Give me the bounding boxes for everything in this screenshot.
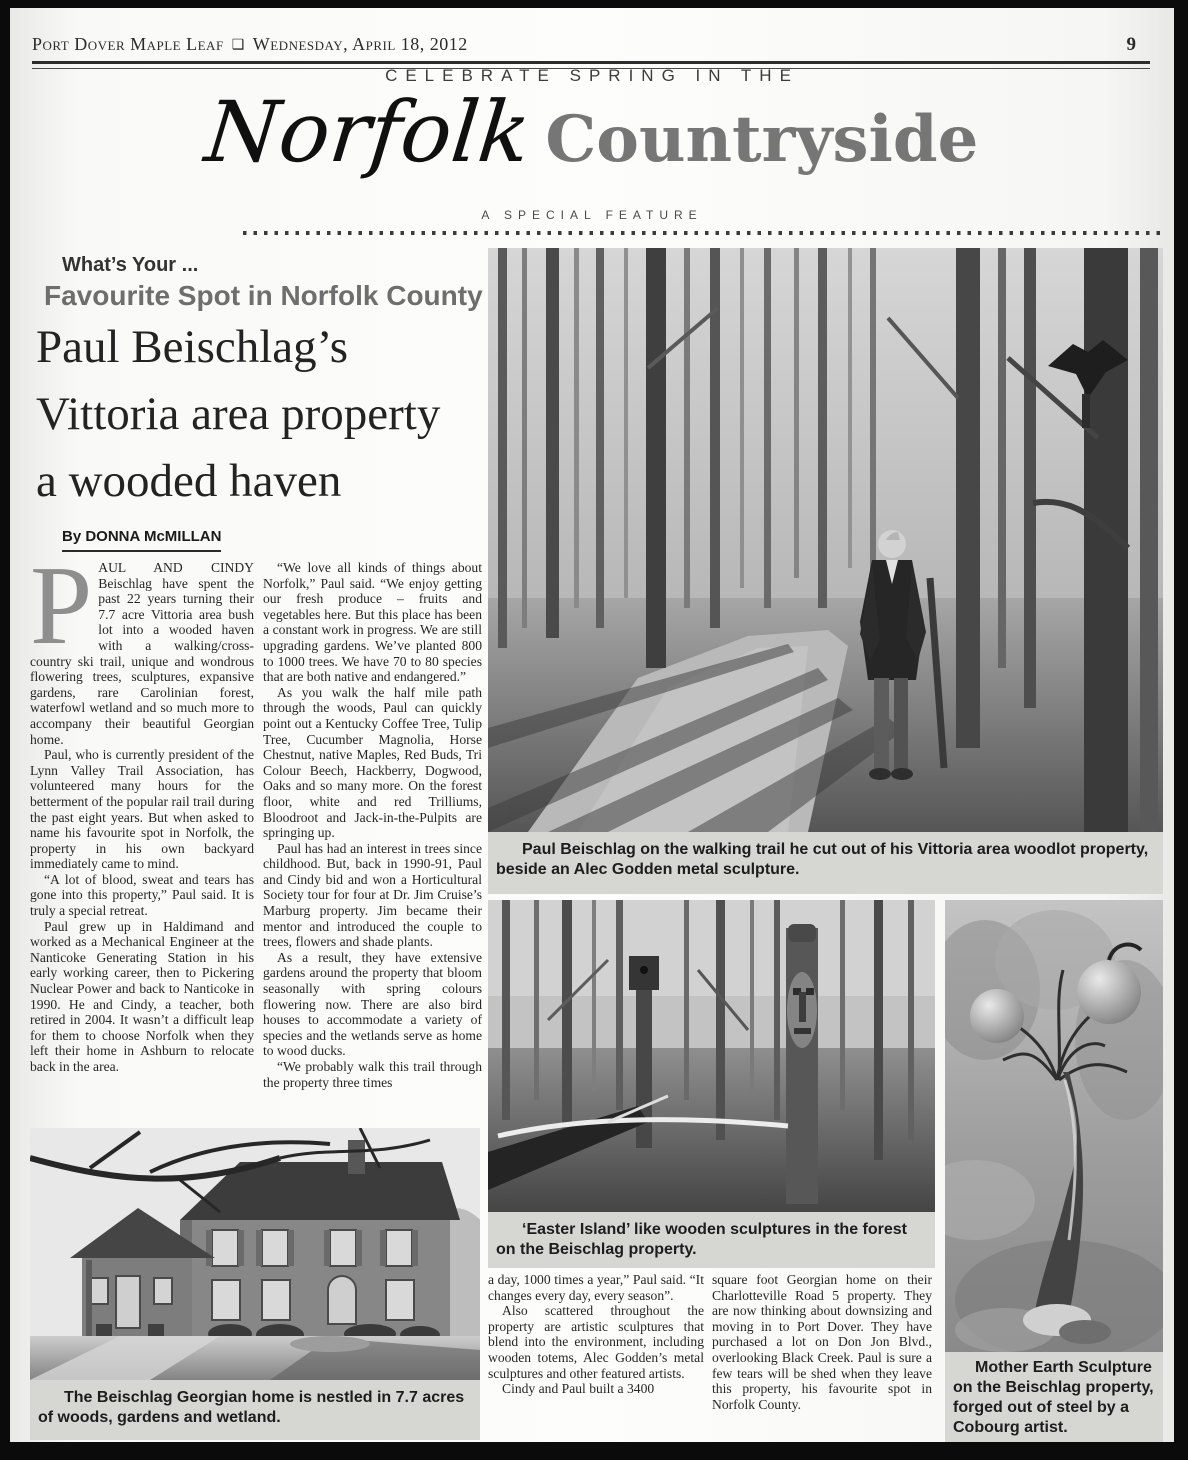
- photo-walking-trail: [488, 248, 1163, 832]
- paragraph: Paul, who is currently president of the Lynn Valley Trail Association, has volunteered many hours for the betterment of the popular rail trail during the past eight years. But when asked to name his favourite spot in Norfolk, the property in his own backyard immediately came to mind.: [30, 747, 254, 872]
- paragraph: As you walk the half mile path through the woods, Paul can quickly point out a Kentucky Coffee Tree, Tulip Tree, Cucumber Magnolia, Horse Chestnut, native Maples, Red Buds, Tri Colour Beech, Hackberry, Dogwood, Oaks and so many more. On the forest floor, white and red Trilliums, Bloodroot and Jack-in-the-Pulpits are springing up.: [263, 684, 482, 841]
- paragraph: “A lot of blood, sweat and tears has gone into this property,” Paul said. It is truly a special retreat.: [30, 871, 254, 919]
- dotted-divider: [243, 231, 1165, 235]
- banner-title: [10, 82, 1174, 210]
- caption-mother-earth: Mother Earth Sculpture on the Beischlag property, forged out of steel by a Cobourg artist.: [945, 1352, 1163, 1442]
- paragraph: Paul has had an interest in trees since childhood. But, back in 1990-91, Paul and Cindy bid and won a Horticultural Society tour for four at Dr. Jim Cruise’s Marburg property. Jim became their mentor and introduced the couple to trees, flowers and shade plants.: [263, 840, 482, 950]
- banner-subtitle: A SPECIAL FEATURE: [481, 208, 703, 222]
- masthead-date: Wednesday, April 18, 2012: [252, 34, 468, 54]
- body-column-2: [263, 560, 482, 1090]
- paragraph: “We probably walk this trail through the property three times: [263, 1059, 482, 1090]
- banner-title-script: Norfolk: [200, 83, 535, 181]
- headline-line: Paul Beischlag’s: [36, 321, 348, 373]
- masthead-left: [32, 34, 468, 55]
- page-number: 9: [1126, 34, 1136, 55]
- headline-line: Vittoria area property: [36, 388, 441, 440]
- paragraph: Also scattered throughout the property are artistic sculptures that blend into the environment, including wooden totems, Alec Godden’s metal sculptures and other featured artists.: [488, 1303, 704, 1381]
- paragraph: “We love all kinds of things about Norfolk,” Paul said. “We enjoy getting our fresh produce – fruits and vegetables here. But this place has been a constant work in progress. We are still upgrading gardens. We’ve planted 800 to 1000 trees. We have 70 to 80 species that are both native and endangered.”: [263, 560, 482, 685]
- article-headline: [36, 314, 496, 515]
- banner-title-main: Countryside: [545, 102, 979, 177]
- paragraph: a day, 1000 times a year,” Paul said. “It changes every day, every season”.: [488, 1272, 704, 1303]
- article-subhead: Favourite Spot in Norfolk County: [44, 280, 483, 311]
- banner-overline: CELEBRATE SPRING IN THE: [385, 66, 799, 85]
- paper-sheet: [10, 8, 1174, 1442]
- photo-wooden-sculptures: [488, 900, 935, 1212]
- paragraph: Cindy and Paul built a 3400: [502, 1381, 655, 1397]
- body-column-1: [30, 544, 254, 1075]
- masthead: [32, 34, 1150, 58]
- paragraph: Paul grew up in Haldimand and worked as a Mechanical Engineer at the Nanticoke Generating Station in his early working career, then to Pickering Nuclear Power and back to Nanticoke in 1990. He and Cindy, a teacher, both retired in 2004. It wasn’t a difficult leap for them to choose Norfolk when they left their home in Ashburn to relocate back in the area.: [30, 918, 254, 1074]
- photo-mother-earth-sculpture: [945, 900, 1163, 1352]
- caption-wooden-sculptures: ‘Easter Island’ like wooden sculptures in the forest on the Beischlag property.: [488, 1212, 935, 1268]
- paragraph: PAUL AND CINDY Beischlag have spent the past 22 years turning their 7.7 acre Vittoria area bush lot into a wooded haven with a walking/cross-country ski trail, unique and wondrous flowering trees, sculptures, expansive gardens, rare Carolinian forest, waterfowl wetland and so much more to accompany their beautiful Georgian home.: [30, 544, 254, 747]
- paragraph: As a result, they have extensive gardens around the property that bloom seasonally with spring colours flowering now. There are also bird houses to accommodate a variety of species and the wetlands serve as home to wood ducks.: [263, 949, 482, 1059]
- masthead-paper-name: Port Dover Maple Leaf: [32, 34, 224, 54]
- photo-georgian-home: [30, 1128, 480, 1380]
- square-bullet-icon: ❑: [231, 38, 245, 53]
- article-kicker: What’s Your ...: [62, 254, 199, 276]
- body-column-4: [712, 1272, 932, 1412]
- body-column-3: [488, 1272, 704, 1397]
- byline: By DONNA McMILLAN: [62, 528, 221, 552]
- paragraph: square foot Georgian home on their Charlotteville Road 5 property. They are now thinking about downsizing and moving in to Port Dover. They have purchased a lot on Don Jon Blvd., overlooking Black Creek. Paul is sure a few tears will be shed when they leave this property, his favourite spot in Norfolk County.: [712, 1272, 932, 1412]
- caption-georgian-home: The Beischlag Georgian home is nestled in 7.7 acres of woods, gardens and wetland.: [30, 1380, 480, 1440]
- right-totem: [786, 924, 818, 1204]
- drop-cap: P: [30, 544, 93, 668]
- headline-line: a wooded haven: [36, 455, 342, 507]
- caption-walking-trail: Paul Beischlag on the walking trail he cut out of his Vittoria area woodlot property, beside an Alec Godden metal sculpture.: [488, 832, 1163, 894]
